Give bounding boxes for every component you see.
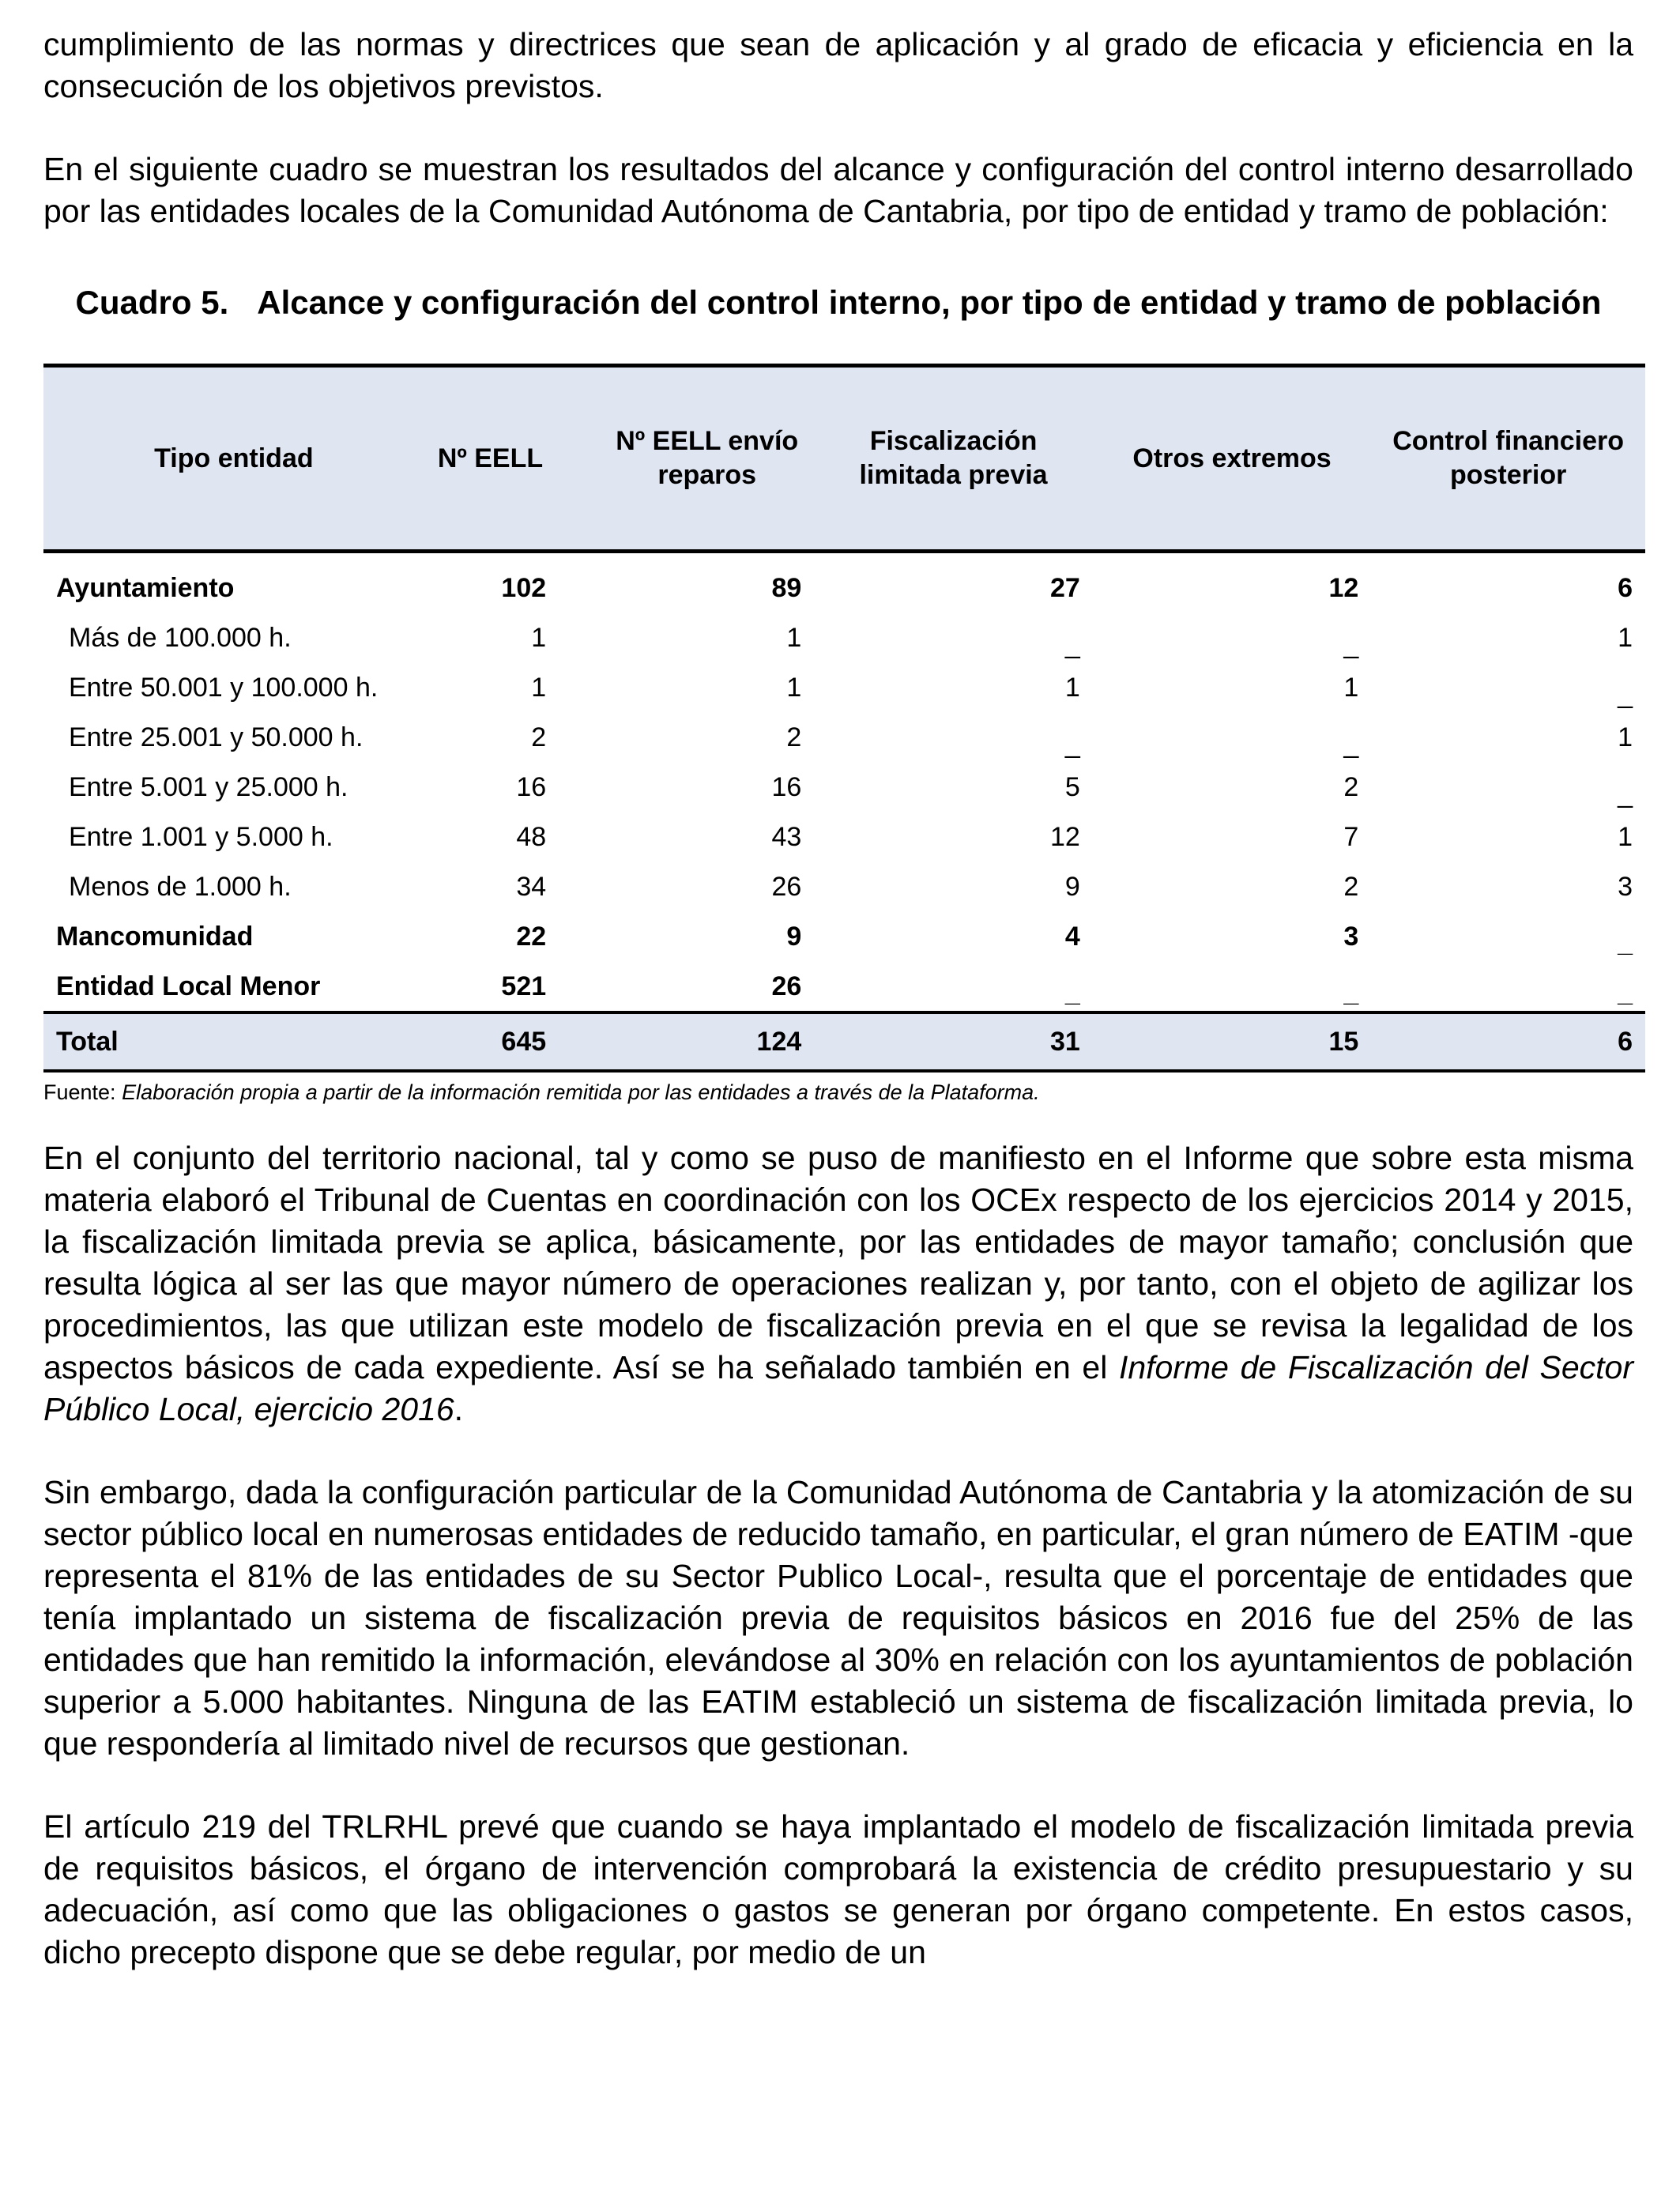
cell-c1 xyxy=(424,613,559,662)
cell-value: 15 xyxy=(1328,1027,1359,1057)
cell-c2 xyxy=(559,552,814,613)
cell-c3 xyxy=(814,662,1093,712)
row-label-text: Entidad Local Menor xyxy=(56,971,321,1001)
cell-value: _ xyxy=(1064,628,1080,659)
caption-title: Alcance y configuración del control interno, por tipo de entidad y tramo de población xyxy=(257,284,1602,321)
row-label-text: Menos de 1.000 h. xyxy=(69,871,292,902)
table-row xyxy=(43,812,1645,861)
row-label xyxy=(43,613,424,662)
row-label-text: Mancomunidad xyxy=(56,921,254,952)
cell-value: 27 xyxy=(1049,572,1080,603)
cell-value: _ xyxy=(1064,977,1080,1008)
cell-c2 xyxy=(559,613,814,662)
cell-c1 xyxy=(424,712,559,762)
source-prefix: Fuente: xyxy=(43,1080,122,1104)
row-label xyxy=(43,1012,424,1071)
cell-value: 12 xyxy=(1049,821,1080,852)
cell-c2 xyxy=(559,911,814,961)
cell-value: 521 xyxy=(501,971,547,1001)
row-label xyxy=(43,961,424,1012)
cell-c3 xyxy=(814,762,1093,812)
header-control-financiero: Control financiero posterior xyxy=(1371,366,1645,552)
table-source-note xyxy=(43,1079,1633,1106)
row-label-text: Entre 1.001 y 5.000 h. xyxy=(69,821,333,852)
cell-value: 1 xyxy=(1343,672,1359,703)
header-eell-envio-reparos: Nº EELL envío reparos xyxy=(559,366,814,552)
cell-value: 1 xyxy=(531,672,547,703)
cell-c1 xyxy=(424,1012,559,1071)
cell-c3 xyxy=(814,712,1093,762)
cell-value: 7 xyxy=(1343,821,1359,852)
cell-c5 xyxy=(1371,961,1645,1012)
cell-value: 1 xyxy=(1618,722,1633,752)
cell-value: 1 xyxy=(1618,821,1633,852)
cell-c2 xyxy=(559,961,814,1012)
cell-value: 6 xyxy=(1618,572,1633,603)
cell-value: 3 xyxy=(1618,871,1633,902)
cell-value: _ xyxy=(1618,778,1633,809)
cell-c1 xyxy=(424,662,559,712)
cell-value: 2 xyxy=(786,722,802,752)
cell-value: 2 xyxy=(1343,871,1359,902)
cell-c4 xyxy=(1093,762,1372,812)
header-tipo-entidad: Tipo entidad xyxy=(43,366,424,552)
row-label xyxy=(43,712,424,762)
cell-c1 xyxy=(424,552,559,613)
header-fiscalizacion-limitada: Fiscalización limitada previa xyxy=(814,366,1093,552)
paragraph-table-intro: En el siguiente cuadro se muestran los resultados del alcance y configuración del control interno desarrollado por las entidades locales de la Comunidad Autónoma de Cantabria, por tipo de entidad y tramo de población: xyxy=(43,151,1633,229)
cell-value: 12 xyxy=(1328,572,1359,603)
cell-c2 xyxy=(559,861,814,911)
cell-c3 xyxy=(814,861,1093,911)
cell-value: 1 xyxy=(531,622,547,653)
row-label-text: Entre 25.001 y 50.000 h. xyxy=(69,722,363,752)
cell-c5 xyxy=(1371,812,1645,861)
row-label-text: Entre 5.001 y 25.000 h. xyxy=(69,771,348,802)
table-row xyxy=(43,911,1645,961)
p3-text: En el conjunto del territorio nacional, tal y como se puso de manifiesto en el Informe que sobre esta misma materia elaboró el Tribunal de Cuentas en coordinación con los OCEx respecto de los ejercicios 2014 y 2015, la fiscalización limitada previa se aplica, básicamente, por las entidades de mayor tamaño; conclusión que resulta lógica al ser las que mayor número de operaciones realizan y, por tanto, con el objeto de agilizar los procedimientos, las que utilizan este modelo de fiscalización previa en el que se revisa la legalidad de los aspectos básicos de cada expediente. Así se ha señalado también en el xyxy=(43,1140,1633,1385)
cell-value: 26 xyxy=(771,871,802,902)
paragraph-cantabria: Sin embargo, dada la configuración particular de la Comunidad Autónoma de Cantabria y la atomización de su sector público local en numerosas entidades de reducido tamaño, en particular, el gran número de EATIM -que representa el 81% de las entidades de su Sector Publico Local-, resulta que el porcentaje de entidades que tenía implantado un sistema de fiscalización previa de requisitos básicos en 2016 fue del 25% de las entidades que han remitido la información, elevándose al 30% en relación con los ayuntamientos de población superior a 5.000 habitantes. Ninguna de las EATIM estableció un sistema de fiscalización limitada previa, lo que respondería al limitado nivel de recursos que gestionan. xyxy=(43,1474,1633,1762)
cell-value: 26 xyxy=(771,971,802,1001)
row-label-text: Entre 50.001 y 100.000 h. xyxy=(69,672,379,703)
cell-value: _ xyxy=(1618,977,1633,1008)
cell-value: 34 xyxy=(516,871,547,902)
row-label xyxy=(43,911,424,961)
cell-c4 xyxy=(1093,861,1372,911)
cell-value: 2 xyxy=(1343,771,1359,802)
cell-c1 xyxy=(424,961,559,1012)
caption-number: Cuadro 5. xyxy=(75,284,229,321)
cell-c5 xyxy=(1371,552,1645,613)
cell-c4 xyxy=(1093,662,1372,712)
cell-c3 xyxy=(814,961,1093,1012)
source-text: Elaboración propia a partir de la información remitida por las entidades a través de la Plataforma. xyxy=(122,1080,1040,1104)
p3-report-title: Informe de Fiscalización del Sector Público Local, ejercicio 2016 xyxy=(43,1349,1633,1427)
cell-value: 16 xyxy=(771,771,802,802)
cell-c5 xyxy=(1371,662,1645,712)
cell-c3 xyxy=(814,552,1093,613)
cell-value: _ xyxy=(1343,628,1359,659)
cell-value: _ xyxy=(1343,728,1359,759)
table-row xyxy=(43,552,1645,613)
cell-c5 xyxy=(1371,911,1645,961)
cell-value: 16 xyxy=(516,771,547,802)
cell-value: _ xyxy=(1618,927,1633,958)
cell-value: 102 xyxy=(501,572,547,603)
cell-value: 89 xyxy=(771,572,802,603)
cell-c1 xyxy=(424,762,559,812)
cell-value: 3 xyxy=(1343,921,1359,952)
cell-c5 xyxy=(1371,1012,1645,1071)
cell-c2 xyxy=(559,712,814,762)
cell-c5 xyxy=(1371,861,1645,911)
table-total-row xyxy=(43,1012,1645,1071)
cell-value: 9 xyxy=(1064,871,1080,902)
cell-value: 6 xyxy=(1618,1027,1633,1057)
cell-value: 645 xyxy=(501,1027,547,1057)
cell-c5 xyxy=(1371,762,1645,812)
table-header-row xyxy=(43,366,1645,552)
cell-c4 xyxy=(1093,552,1372,613)
row-label-text: Total xyxy=(56,1027,119,1057)
cell-c4 xyxy=(1093,712,1372,762)
cell-c1 xyxy=(424,812,559,861)
cell-value: 2 xyxy=(531,722,547,752)
row-label xyxy=(43,552,424,613)
paragraph-articulo-219: El artículo 219 del TRLRHL prevé que cuando se haya implantado el modelo de fiscalización limitada previa de requisitos básicos, el órgano de intervención comprobará la existencia de crédito presupuestario y su adecuación, así como que las obligaciones o gastos se generan por órgano competente. En estos casos, dicho precepto dispone que se debe regular, por medio de un xyxy=(43,1808,1633,1970)
table-row xyxy=(43,961,1645,1012)
cell-value: 43 xyxy=(771,821,802,852)
cell-c4 xyxy=(1093,812,1372,861)
row-label-text: Más de 100.000 h. xyxy=(69,622,292,653)
row-label xyxy=(43,861,424,911)
cell-c1 xyxy=(424,861,559,911)
cell-c2 xyxy=(559,812,814,861)
row-label-text: Ayuntamiento xyxy=(56,572,235,603)
row-label xyxy=(43,812,424,861)
cell-c5 xyxy=(1371,712,1645,762)
cell-value: 48 xyxy=(516,821,547,852)
row-label xyxy=(43,662,424,712)
cell-value: 4 xyxy=(1064,921,1080,952)
cell-c2 xyxy=(559,1012,814,1071)
header-otros-extremos: Otros extremos xyxy=(1093,366,1372,552)
table-row xyxy=(43,861,1645,911)
cell-c1 xyxy=(424,911,559,961)
cell-c2 xyxy=(559,662,814,712)
cell-c5 xyxy=(1371,613,1645,662)
cell-value: _ xyxy=(1618,678,1633,709)
document-page xyxy=(43,24,1633,1973)
cell-value: 1 xyxy=(1618,622,1633,653)
cell-c3 xyxy=(814,812,1093,861)
cell-value: 1 xyxy=(1064,672,1080,703)
cell-c3 xyxy=(814,1012,1093,1071)
row-label xyxy=(43,762,424,812)
table-row xyxy=(43,762,1645,812)
table-caption xyxy=(43,281,1633,324)
p3-end: . xyxy=(454,1391,464,1427)
cell-value: 9 xyxy=(786,921,802,952)
cell-value: 1 xyxy=(786,672,802,703)
cell-value: _ xyxy=(1343,977,1359,1008)
cell-value: 22 xyxy=(516,921,547,952)
cell-value: 1 xyxy=(786,622,802,653)
cell-c3 xyxy=(814,911,1093,961)
cell-c4 xyxy=(1093,1012,1372,1071)
cell-c3 xyxy=(814,613,1093,662)
table-row xyxy=(43,662,1645,712)
cell-c2 xyxy=(559,762,814,812)
cell-c4 xyxy=(1093,961,1372,1012)
cell-c4 xyxy=(1093,911,1372,961)
cell-value: _ xyxy=(1064,728,1080,759)
paragraph-intro-continuation: cumplimiento de las normas y directrices que sean de aplicación y al grado de eficacia y eficiencia en la consecución de los objetivos previstos. xyxy=(43,26,1633,104)
table-row xyxy=(43,712,1645,762)
control-interno-table xyxy=(43,364,1645,1072)
cell-value: 5 xyxy=(1064,771,1080,802)
paragraph-national-context xyxy=(43,1137,1633,1431)
table-row xyxy=(43,613,1645,662)
cell-value: 124 xyxy=(756,1027,802,1057)
cell-value: 31 xyxy=(1049,1027,1080,1057)
cell-c4 xyxy=(1093,613,1372,662)
header-n-eell: Nº EELL xyxy=(424,366,559,552)
